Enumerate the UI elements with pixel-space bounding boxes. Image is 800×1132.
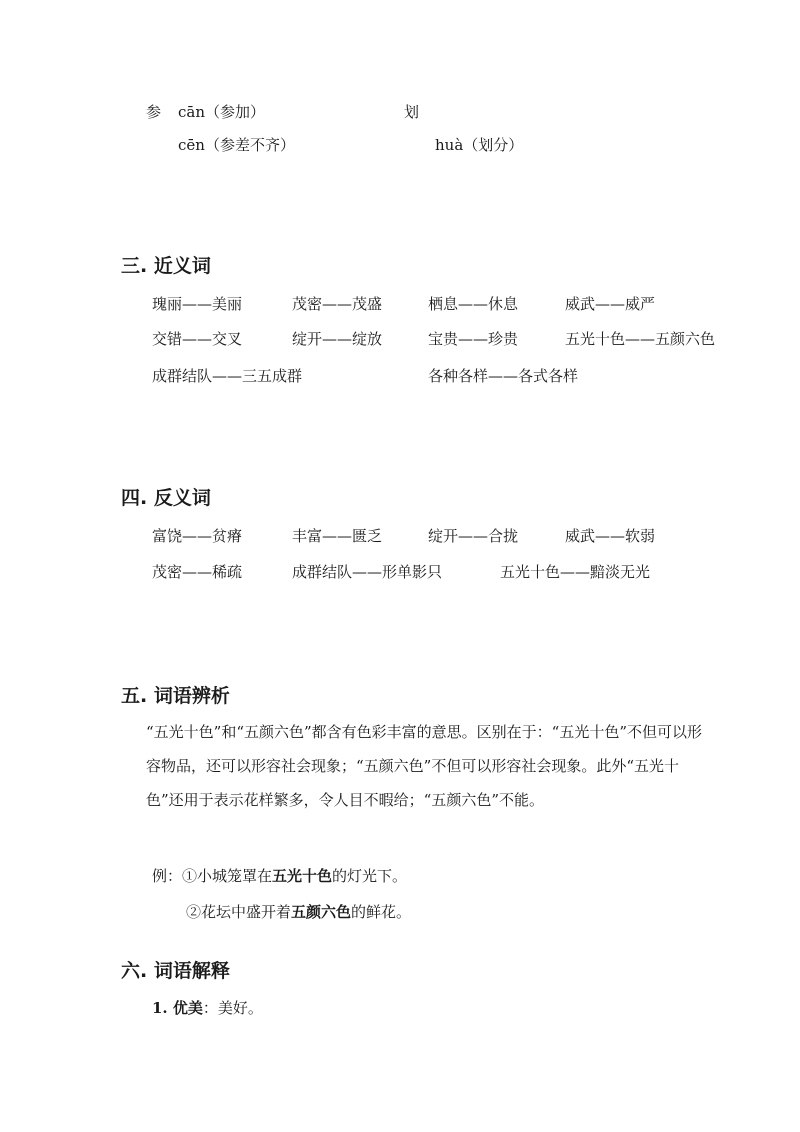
definition-text: ：美好。 xyxy=(202,999,263,1017)
definition-item xyxy=(152,998,263,1018)
section-heading-word-analysis: 五. 词语辨析 xyxy=(121,685,230,707)
section-heading-word-explanation: 六. 词语解释 xyxy=(121,960,230,982)
synonym-pair: 栖息——休息 xyxy=(428,295,519,313)
section-heading-antonyms: 四. 反义词 xyxy=(121,487,211,509)
antonym-pair: 绽开——合拢 xyxy=(428,527,519,545)
polyphonic-reading: cān（参加） xyxy=(178,103,266,121)
definition-term: 1. 优美 xyxy=(152,999,203,1017)
polyphonic-char-hua: 划 xyxy=(404,103,420,121)
synonym-pair: 宝贵——珍贵 xyxy=(428,330,519,348)
synonym-pair: 成群结队——三五成群 xyxy=(152,367,303,385)
example-2 xyxy=(186,902,411,922)
synonym-pair: 威武——威严 xyxy=(565,295,656,313)
example-1-bold: 五光十色 xyxy=(272,867,333,885)
synonym-pair: 绽开——绽放 xyxy=(292,330,383,348)
polyphonic-reading: huà（划分） xyxy=(435,136,524,154)
synonym-pair: 各种各样——各式各样 xyxy=(428,367,579,385)
antonym-pair: 威武——软弱 xyxy=(565,527,656,545)
example-1 xyxy=(152,866,407,886)
antonym-pair: 茂密——稀疏 xyxy=(152,563,243,581)
section-heading-synonyms: 三. 近义词 xyxy=(121,255,211,277)
analysis-paragraph: “五光十色”和“五颜六色”都含有色彩丰富的意思。区别在于：“五光十色”不但可以形容物品，还可以形容社会现象；“五颜六色”不但可以形容社会现象。此外“五光十色”还用于表示花样繁多，令人目不暇给；“五颜六色”不能。 xyxy=(146,723,703,809)
example-2-suffix: 的鲜花。 xyxy=(351,903,412,921)
synonym-pair: 茂密——茂盛 xyxy=(292,295,383,313)
antonym-pair: 丰富——匮乏 xyxy=(292,527,383,545)
synonym-pair: 五光十色——五颜六色 xyxy=(565,330,716,348)
polyphonic-reading: cēn（参差不齐） xyxy=(178,136,295,154)
polyphonic-char-can: 参 xyxy=(146,103,162,121)
antonym-pair: 五光十色——黯淡无光 xyxy=(500,563,651,581)
antonym-pair: 富饶——贫瘠 xyxy=(152,527,243,545)
example-2-prefix: ②花坛中盛开着 xyxy=(186,903,292,921)
example-1-prefix: 例：①小城笼罩在 xyxy=(152,867,273,885)
example-1-suffix: 的灯光下。 xyxy=(332,867,408,885)
antonym-pair: 成群结队——形单影只 xyxy=(292,563,443,581)
example-2-bold: 五颜六色 xyxy=(291,903,352,921)
synonym-pair: 交错——交叉 xyxy=(152,330,243,348)
synonym-pair: 瑰丽——美丽 xyxy=(152,295,243,313)
